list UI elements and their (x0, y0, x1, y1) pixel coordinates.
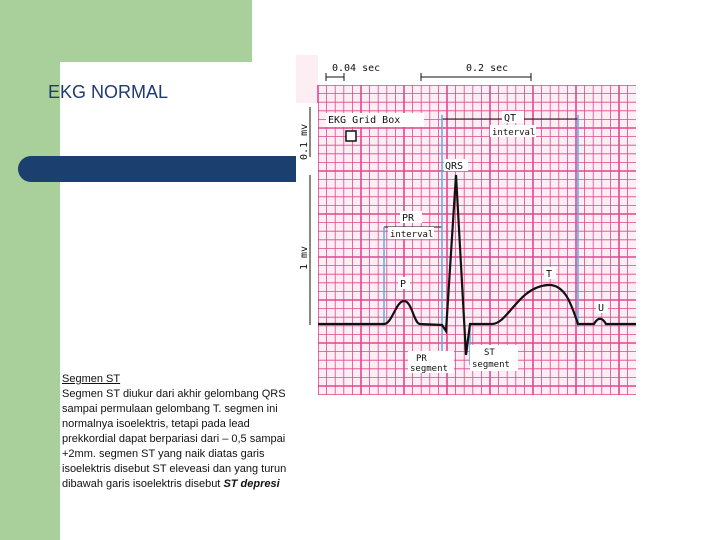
grid-box-label: EKG Grid Box (328, 115, 401, 126)
title-divider-bar (18, 156, 318, 182)
pr-segment-sub: segment (410, 364, 448, 374)
slide-title: EKG NORMAL (48, 82, 169, 102)
ekg-diagram (296, 55, 636, 395)
pr-interval-sub: interval (390, 230, 434, 240)
label-1-mv: 1 mv (299, 245, 310, 270)
p-wave-label: P (400, 279, 407, 290)
ekg-diagram-svg (296, 55, 636, 395)
left-sidebar-band (0, 0, 60, 540)
description-body: Segmen ST diukur dari akhir gelombang QRS sampai permulaan gelombang T. segmen ini normalnya isoelektris, tetapi pada lead prekkordial dapat berpariasi dari – 0,5 sampai +2mm. segmen ST yang naik diatas garis isoelektris disebut ST eleveasi dan yang turun dibawah garis isoelektris disebut (62, 388, 287, 490)
description-text-block (62, 372, 294, 492)
st-segment-label: ST (484, 348, 495, 358)
st-segment-sub: segment (472, 360, 510, 370)
label-01-mv: 0.1 mv (299, 123, 310, 160)
t-wave-label: T (546, 269, 553, 280)
top-accent-block (60, 0, 252, 62)
qrs-label: QRS (445, 161, 464, 172)
pr-interval-label: PR (402, 213, 415, 224)
label-02-sec: 0.2 sec (466, 63, 509, 74)
grid-box-sample-square (346, 131, 356, 141)
label-004-sec: 0.04 sec (332, 63, 381, 74)
description-heading: Segmen ST (62, 373, 121, 385)
u-wave-label: U (598, 303, 605, 314)
qt-label: QT (504, 113, 517, 124)
qt-interval-sub: interval (492, 128, 536, 138)
description-emphasis: ST depresi (223, 478, 280, 490)
pr-segment-label: PR (416, 354, 427, 364)
